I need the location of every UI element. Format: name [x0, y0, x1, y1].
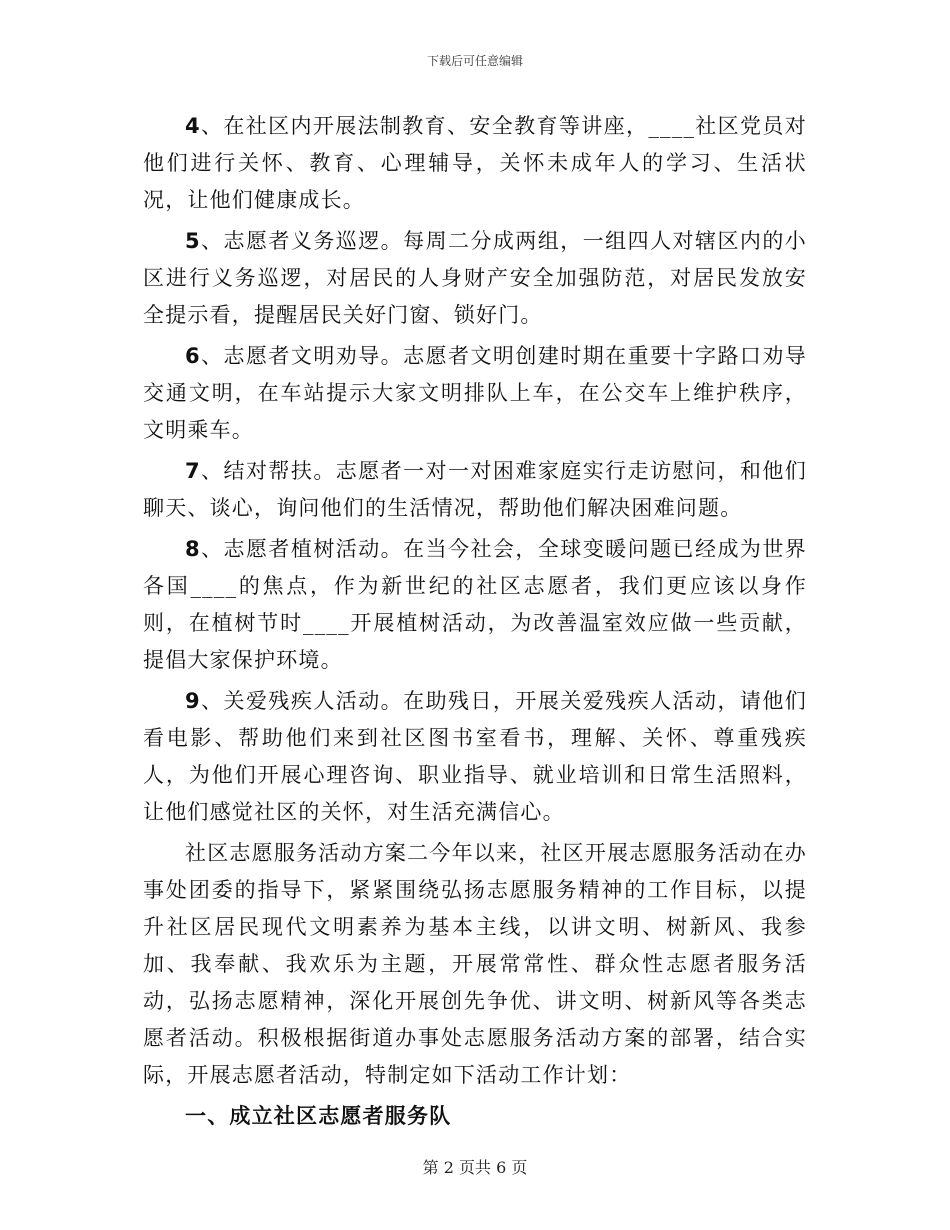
paragraph-text: 、志愿者义务巡逻。每周二分成两组，一组四人对辖区内的小区进行义务巡逻，对居民的人身财产安全加强防范，对居民发放安全提示看，提醒居民关好门窗、锁好门。	[143, 229, 807, 327]
paragraph-item-7	[143, 453, 807, 527]
item-number: 9	[185, 689, 201, 713]
page-header: 下载后可任意编辑	[426, 54, 523, 68]
section-heading: 一、成立社区志愿者服务队	[185, 1104, 452, 1128]
item-number: 8	[185, 537, 201, 561]
item-number: 7	[185, 459, 201, 483]
paragraph-item-9	[143, 683, 807, 831]
paragraph-item-8	[143, 531, 807, 679]
page-number: 第 2 页共 6 页	[422, 1158, 528, 1177]
item-number: 6	[185, 344, 201, 368]
paragraph-item-5	[143, 223, 807, 334]
item-number: 5	[185, 229, 201, 253]
paragraph-text: 、志愿者文明劝导。志愿者文明创建时期在重要十字路口劝导交通文明，在车站提示大家文明排队上车，在公交车上维护秩序，文明乘车。	[143, 344, 807, 442]
paragraph-text: 、志愿者植树活动。在当今社会，全球变暖问题已经成为世界各国____的焦点，作为新世纪的社区志愿者，我们更应该以身作则，在植树节时____开展植树活动，为改善温室效应做一些贡献，提倡大家保护环境。	[143, 537, 807, 672]
paragraph-text: 、在社区内开展法制教育、安全教育等讲座，____社区党员对他们进行关怀、教育、心理辅导，关怀未成年人的学习、生活状况，让他们健康成长。	[143, 114, 807, 212]
paragraph-text: 、结对帮扶。志愿者一对一对困难家庭实行走访慰问，和他们聊天、谈心，询问他们的生活情况，帮助他们解决困难问题。	[143, 459, 807, 520]
item-number: 4	[185, 114, 201, 138]
paragraph-text: 社区志愿服务活动方案二今年以来，社区开展志愿服务活动在办事处团委的指导下，紧紧围绕弘扬志愿服务精神的工作目标，以提升社区居民现代文明素养为基本主线，以讲文明、树新风、我参加、我奉献、我欢乐为主题，开展常常性、群众性志愿者服务活动，弘扬志愿精神，深化开展创先争优、讲文明、树新风等各类志愿者活动。积极根据街道办事处志愿服务活动方案的部署，结合实际，开展志愿者活动，特制定如下活动工作计划：	[143, 841, 807, 1087]
paragraph-item-6	[143, 338, 807, 449]
document-body	[143, 108, 807, 1135]
paragraph-text: 、关爱残疾人活动。在助残日，开展关爱残疾人活动，请他们看电影、帮助他们来到社区图书室看书，理解、关怀、尊重残疾人，为他们开展心理咨询、职业指导、就业培训和日常生活照料，让他们感觉社区的关怀，对生活充满信心。	[143, 689, 807, 824]
paragraph-plan-intro	[143, 835, 807, 1094]
paragraph-item-4	[143, 108, 807, 219]
